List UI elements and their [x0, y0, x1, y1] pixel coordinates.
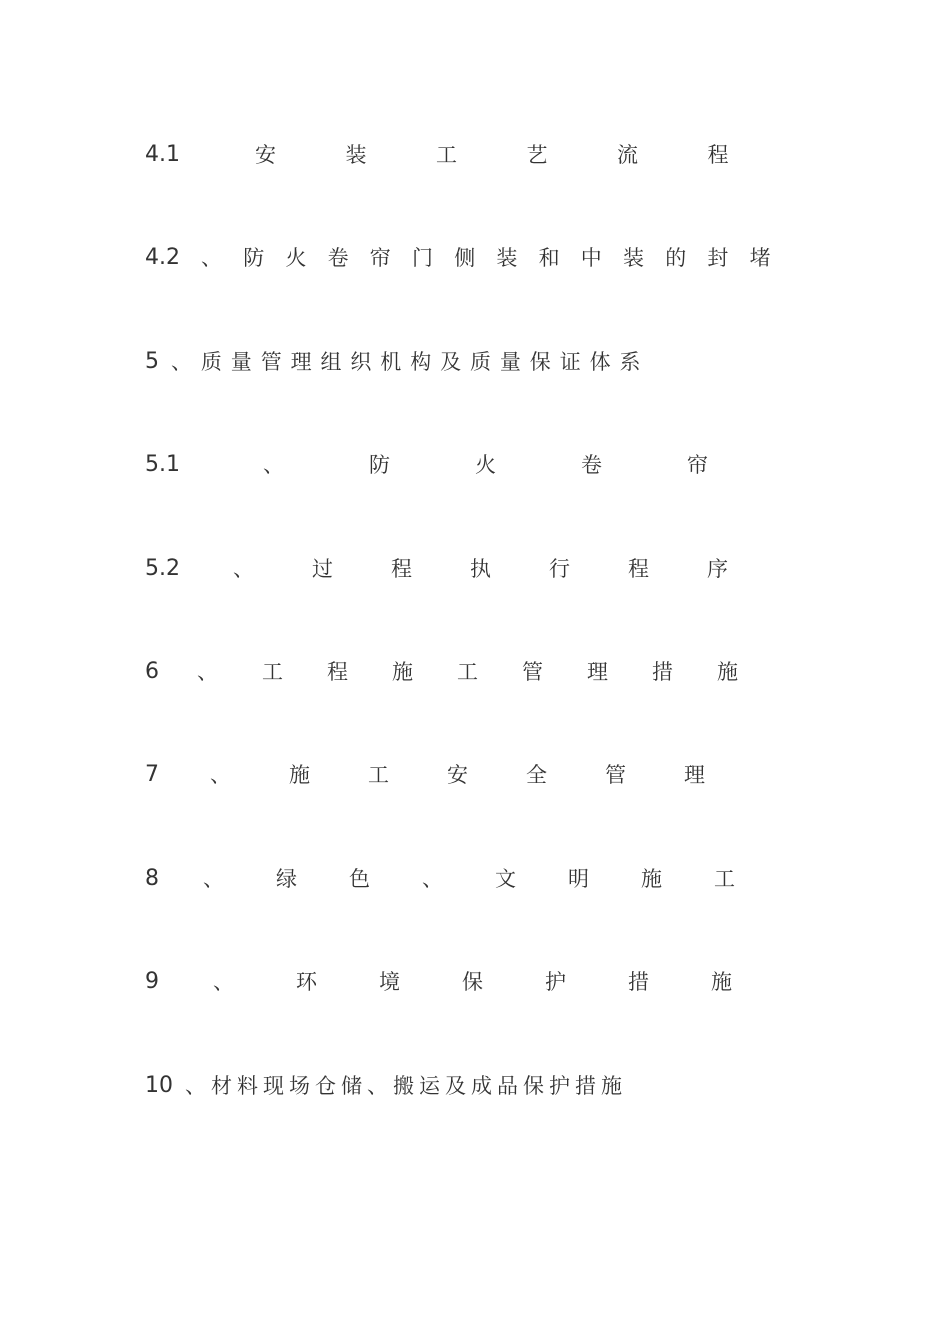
toc-title: 、绿色、文明施工 [203, 867, 787, 891]
toc-number: 8 [145, 866, 159, 891]
toc-number: 5 [145, 349, 159, 374]
toc-number: 7 [145, 762, 159, 787]
toc-title: 、防火卷帘门侧装和中装的封堵 [201, 246, 792, 270]
toc-entry-9 [145, 965, 794, 999]
toc-title: 、防火卷帘 [263, 453, 793, 477]
toc-title: 、工程施工管理措施 [197, 660, 782, 684]
toc-entry-4-1 [145, 138, 798, 172]
toc-title: 安装工艺流程 [255, 143, 798, 167]
toc-entry-8 [145, 862, 785, 896]
toc-number: 10 [145, 1073, 173, 1098]
toc-title: 、材料现场仓储、搬运及成品保护措施 [185, 1074, 627, 1098]
toc-title: 、环境保护措施 [213, 970, 794, 994]
toc-entry-5-2 [145, 552, 785, 586]
toc-number: 4.2 [145, 245, 180, 270]
toc-entry-5-1 [145, 448, 793, 482]
toc-title: 、过程执行程序 [233, 557, 786, 581]
toc-entry-4-2 [145, 241, 792, 275]
toc-title: 、质量管理组织机构及质量保证体系 [171, 350, 650, 374]
toc-number: 4.1 [145, 142, 180, 167]
toc-entry-7 [145, 758, 785, 792]
toc-number: 6 [145, 659, 159, 684]
toc-entry-5 [145, 345, 785, 379]
toc-number: 9 [145, 969, 159, 994]
toc-number: 5.1 [145, 452, 180, 477]
toc-title: 、施工安全管理 [210, 763, 763, 787]
toc-entry-6 [145, 655, 785, 689]
toc-number: 5.2 [145, 556, 180, 581]
toc-entry-10 [145, 1069, 785, 1103]
